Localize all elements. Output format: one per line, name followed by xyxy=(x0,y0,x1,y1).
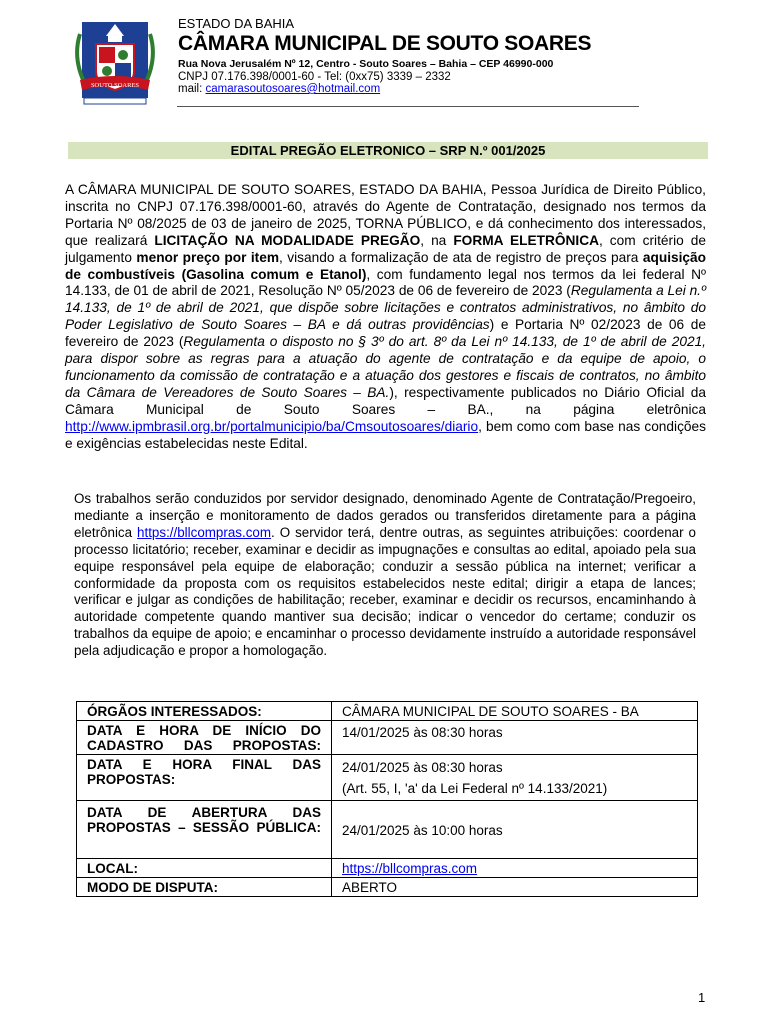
letterhead xyxy=(72,10,642,108)
modo-label: MODO DE DISPUTA: xyxy=(77,878,332,897)
inicio-label: DATA E HORA DE INÍCIO DO CADASTRO DAS PROPOSTAS: xyxy=(77,721,332,755)
local-link[interactable]: https://bllcompras.com xyxy=(342,861,478,876)
local-label: LOCAL: xyxy=(77,859,332,878)
address-line: Rua Nova Jerusalém Nº 12, Centro - Souto Soares – Bahia – CEP 46990-000 xyxy=(178,58,554,70)
final-value-line2: (Art. 55, I, 'a' da Lei Federal nº 14.133/2021) xyxy=(342,781,608,796)
p1-bold-criterio: menor preço por item xyxy=(136,249,280,265)
p1-text-3: , com critério de julgamento xyxy=(65,232,706,265)
p1-text-4: , visando a formalização de ata de registro de preços para xyxy=(279,249,643,265)
p1-bold-modalidade: LICITAÇÃO NA MODALIDADE PREGÃO xyxy=(154,232,421,248)
page-number: 1 xyxy=(698,990,706,1005)
email-link[interactable]: camarasoutosoares@hotmail.com xyxy=(205,83,381,95)
cnpj-phone-line: CNPJ 07.176.398/0001-60 - Tel: (0xx75) 3339 – 2332 xyxy=(178,71,451,83)
info-table xyxy=(76,701,698,897)
local-value xyxy=(332,859,698,878)
inicio-value xyxy=(332,721,698,755)
p1-text-1: A CÂMARA MUNICIPAL DE SOUTO SOARES, ESTADO DA BAHIA, Pessoa Jurídica de Direito Público, inscrita no CNPJ 07.176.398/0001-60, através do Agente de Contratação, designado nos termos da Portaria Nº 08/2025 de 03 de janeiro de 2025, TORNA PÚBLICO, e dá conhecimento dos interessados, que realizará xyxy=(65,182,706,248)
diario-oficial-link[interactable]: http://www.ipmbrasil.org.br/portalmunicipio/ba/Cmsoutosoares/diario xyxy=(65,418,479,434)
p1-text-8: , bem como com base nas condições e exigências estabelecidas neste Edital. xyxy=(65,418,706,451)
abertura-label: DATA DE ABERTURA DAS PROPOSTAS – SESSÃO PÚBLICA: xyxy=(77,801,332,859)
intro-paragraph xyxy=(65,182,706,453)
p1-text-6: ) e Portaria Nº 02/2023 de 06 de fevereiro de 2023 ( xyxy=(65,317,706,350)
modo-value: ABERTO xyxy=(332,878,698,897)
final-label: DATA E HORA FINAL DAS PROPOSTAS: xyxy=(77,755,332,801)
p1-text-7: ), respectivamente publicados no Diário Oficial da Câmara Municipal de Souto Soares – BA., na página eletrônica xyxy=(65,384,706,417)
orgaos-value: CÂMARA MUNICIPAL DE SOUTO SOARES - BA xyxy=(332,702,698,721)
abertura-value: 24/01/2025 às 10:00 horas xyxy=(332,801,698,859)
state-line: ESTADO DA BAHIA xyxy=(178,16,295,31)
table-row xyxy=(77,878,698,897)
p1-text-2: , na xyxy=(420,232,454,248)
orgaos-label: ÓRGÃOS INTERESSADOS: xyxy=(77,702,332,721)
organization-name: CÂMARA MUNICIPAL DE SOUTO SOARES xyxy=(178,32,592,55)
p1-bold-objeto: aquisição de combustíveis (Gasolina comum e Etanol) xyxy=(65,249,706,282)
p2-text-2: . O servidor terá, dentre outras, as seguintes atribuições: coordenar o processo licitatório; receber, examinar e decidir as impugnações e consultas ao edital, apoiado pela sua equipe responsável pela equipe de elaboração; conduzir a sessão pública na internet; verificar a conformidade da proposta com os requisitos estabelecidos neste edital; dirigir a etapa de lances; verificar e julgar as condições de habilitação; receber, examinar e decidir os recursos, encaminhando à autoridade competente quando mantiver sua decisão; indicar o vencedor do certame; conduzir os trabalhos da equipe de apoio; e encaminhar o processo devidamente instruído a autoridade responsável pela adjudicação e propor a homologação. xyxy=(74,524,696,659)
inicio-value-text: 14/01/2025 às 08:30 horas xyxy=(342,725,503,740)
final-value-line1: 24/01/2025 às 08:30 horas xyxy=(342,760,503,775)
agent-paragraph xyxy=(74,491,696,660)
table-row xyxy=(77,801,698,859)
final-value xyxy=(332,755,698,801)
bllcompras-link[interactable]: https://bllcompras.com xyxy=(137,524,271,540)
table-row xyxy=(77,721,698,755)
table-row xyxy=(77,702,698,721)
table-row xyxy=(77,859,698,878)
p2-text-1: Os trabalhos serão conduzidos por servidor designado, denominado Agente de Contratação/Pregoeiro, mediante a inserção e monitoramento de dados gerados ou transferidos diretamente para a página eletrônica xyxy=(74,491,696,540)
table-row xyxy=(77,755,698,801)
email-label: mail: xyxy=(178,83,206,95)
email-line xyxy=(178,83,591,95)
crest-banner-text: SOUTO SOARES xyxy=(90,82,140,89)
letterhead-text xyxy=(178,16,591,95)
p1-italic-resolucao: Regulamenta a Lei n.º 14.133, de 1º de abril de 2021, que dispõe sobre licitações e contratos administrativos, no âmbito do Poder Legislativo de Souto Soares – BA e dá outras providências xyxy=(65,283,706,333)
p1-text-5: , com fundamento legal nos termos da lei federal Nº 14.133, de 01 de abril de 2021, Resolução Nº 05/2023 de 06 de fevereiro de 2023 ( xyxy=(65,266,706,299)
municipal-crest-logo xyxy=(72,14,158,106)
header-divider xyxy=(177,106,639,107)
document-title: EDITAL PREGÃO ELETRONICO – SRP N.º 001/2025 xyxy=(68,142,708,159)
p1-italic-portaria: Regulamenta o disposto no § 3º do art. 8º da Lei nº 14.133, de 1º de abril de 2021, para dispor sobre as regras para a atuação do agente de contratação e da equipe de apoio, o funcionamento da comissão de contratação e a atuação dos gestores e fiscais de contratos, no âmbito da Câmara de Vereadores de Souto Soares – BA. xyxy=(65,334,706,400)
p1-bold-forma: FORMA ELETRÔNICA xyxy=(453,232,599,248)
